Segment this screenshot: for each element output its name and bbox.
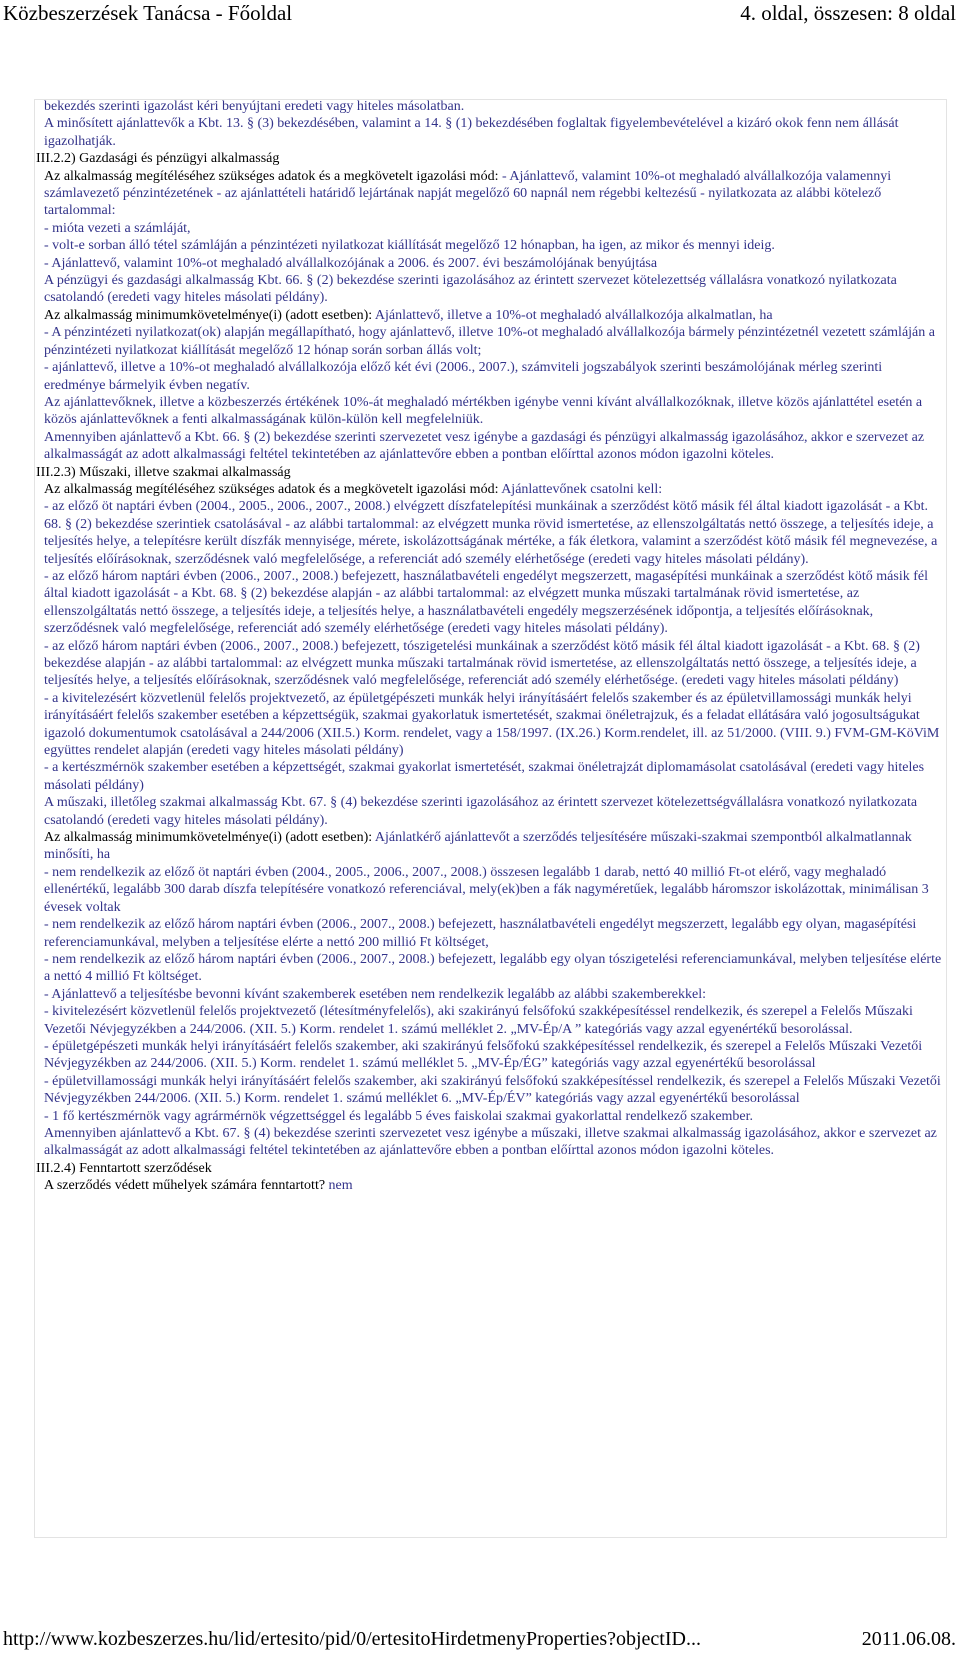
header-title: Közbeszerzések Tanácsa - Főoldal <box>3 1 293 25</box>
footer-url: http://www.kozbeszerzes.hu/lid/ertesito/pid/0/ertesitoHirdetmenyProperties?objectID... <box>3 1628 701 1650</box>
list-item: - kivitelezésért közvetlenül felelős projektvezető (létesítményfelelős), aki szakirányú felsőfokú szakképesítéssel rendelkezik, és szerepel a Felelős Műszaki Vezetői Névjegyzékben a 244/2006. (XII. 5.) Korm. rendelet 1. számú melléklet 2. „MV-Ép/A ” kategóriás vagy azzal egyenértékű besorolással. <box>44 1004 913 1037</box>
document-content <box>36 98 944 1195</box>
section-heading-iii-2-3: III.2.3) Műszaki, illetve szakmai alkalmasság <box>36 464 291 480</box>
lead-paragraph <box>44 168 944 220</box>
page-header <box>0 0 960 28</box>
footer-date: 2011.06.08. <box>861 1628 956 1650</box>
list-item: A műszaki, illetőleg szakmai alkalmasság Kbt. 67. § (4) bekezdése szerinti igazolásához az érintett szervezet kötelezettségvállalásra vonatkozó nyilatkozata csatolandó (eredeti vagy hiteles másolati példány). <box>44 795 918 828</box>
list-item: - az előző három naptári évben (2006., 2007., 2008.) befejezett, tószigetelési munkáinak a szerződést kötő másik fél által kiadott igazolását - a Kbt. 68. § (2) bekezdése alapján - az alábbi tartalommal: az elvégzett munka műszaki tartalmának rövid ismertetése, az ellenszolgáltatás nettó összege, a teljesítés ideje, a teljesítés helye, a teljesítés előírásoknak, szerződésnek való megfelelősége, referenciát adó személy elérhetősége. (eredeti vagy hiteles másolati példány) <box>44 638 920 689</box>
list-item: - az előző három naptári évben (2006., 2007., 2008.) befejezett, használatbavételi engedélyt megszerzett, magasépítési munkáinak a szerződést kötő másik fél által kiadott igazolását - a Kbt. 68. § (2) bekezdése alapján - az alábbi tartalommal: az elvégzett munka műszaki tartalmának rövid ismertetése, az ellenszolgáltatás nettó összege, a teljesítés ideje, a teljesítés helye, a használatbavételi engedély megszerzésének időpontja, a teljesítés előírásoknak, szerződésnek való megfelelősége, referenciát adó személy elérhetősége (eredeti vagy hiteles másolati példány). <box>44 568 928 637</box>
list-item: - Ajánlattevő, valamint 10%-ot meghaladó alvállalkozójának a 2006. és 2007. évi beszámolójának benyújtása <box>44 255 658 271</box>
list-item: A pénzügyi és gazdasági alkalmasság Kbt. 66. § (2) bekezdése szerinti igazolásához az érintett szervezet kötelezettség vállalásra vonatkozó nyilatkozata csatolandó (eredeti vagy hiteles másolati példány). <box>44 273 897 306</box>
minimum-requirement <box>44 829 944 864</box>
section-heading-iii-2-4: III.2.4) Fenntartott szerződések <box>36 1160 212 1176</box>
list-item: - az előző öt naptári évben (2004., 2005., 2006., 2007., 2008.) elvégzett díszfatelepítési munkáinak a szerződést kötő másik fél által kiadott igazolását - a Kbt. 68. § (2) bekezdése szerintiek csatolásával - az alábbi tartalommal: az elvégzett munka rövid ismertetése, az ellenszolgáltatás nettó összege, a teljesítés ideje, a teljesítés helye, a telepítésre került díszfák mennyisége, mérete, iskolázottságának mértéke, a fák életkora, valamint a szerződést kötő másik fél megnevezése, a teljesítés előírásoknak, szerződésnek való megfelelősége, a referenciát adó személy elérhetősége (eredeti vagy hiteles másolati példány). <box>44 499 938 567</box>
field-value: Ajánlattevő, illetve a 10%-ot meghaladó alvállalkozója alkalmatlan, ha <box>374 307 773 323</box>
field-label: Az alkalmasság megítéléséhez szükséges adatok és a megkövetelt igazolási mód: <box>44 481 502 497</box>
header-page-info: 4. oldal, összesen: 8 oldal <box>740 1 956 25</box>
paragraph: A minősített ajánlattevők a Kbt. 13. § (3) bekezdésében, valamint a 14. § (1) bekezdésében foglaltak figyelembevételével a kizáró okok fenn nem állását igazolhatják. <box>44 116 899 149</box>
page-footer <box>0 1623 960 1653</box>
field-label: Az alkalmasság megítéléséhez szükséges adatok és a megkövetelt igazolási mód: <box>44 168 502 184</box>
list-item: - nem rendelkezik az előző három naptári évben (2006., 2007., 2008.) befejezett, legalább egy olyan tószigetelési referenciamunkával, melyben teljesítése elérte a nettó 4 millió Ft költséget. <box>44 951 942 985</box>
paragraph: bekezdés szerinti igazolást kéri benyújtani eredeti vagy hiteles másolatban. <box>44 99 465 114</box>
list-item: - nem rendelkezik az előző három naptári évben (2006., 2007., 2008.) befejezett, használatbavételi engedélyt megszerzett, legalább egy olyan, magasépítési referenciamunkával, melyben a teljesítése elérte a nettó 200 millió Ft költséget, <box>44 917 917 950</box>
list-item: - volt-e sorban álló tétel számláján a pénzintézeti nyilatkozat kiállítását megelőző 12 hónapban, ha igen, az mikor és mennyi ideig. <box>44 238 775 254</box>
lead-paragraph <box>44 481 944 498</box>
list-item: Amennyiben ajánlattevő a Kbt. 67. § (4) bekezdése szerinti szervezetet vesz igénybe a műszaki, illetve szakmai alkalmasság igazolásához, akkor e szervezet az alkalmasságát az adott alkalmassági feltétel tekintetében az ajánlattevőre ebben a pontban előírttal azonos módon igazolni köteles. <box>44 1125 937 1159</box>
section-heading-iii-2-2: III.2.2) Gazdasági és pénzügyi alkalmasság <box>36 151 280 167</box>
list-item: - 1 fő kertészmérnök vagy agrármérnök végzettséggel és legalább 5 éves faiskolai szakmai gyakorlattal rendelkező szakember. <box>44 1108 754 1124</box>
list-item: - nem rendelkezik az előző öt naptári évben (2004., 2005., 2006., 2007., 2008.) összesen legalább 1 darab, nettó 40 millió Ft-ot elérő, vagy meghaladó ellenértékű, legalább 300 darab díszfa telepítésére vonatkozó referenciával, mely(ek)ben a fák nagyméretűek, legalább háromszor iskolázottak, minimálisan 3 évesek voltak <box>44 864 929 915</box>
list-item: - épületvillamossági munkák helyi irányításáért felelős szakember, aki szakirányú felsőfokú szakképesítéssel rendelkezik, és szerepel a Felelős Műszaki Vezetői Névjegyzékben 244/2006. (XII. 5.) Korm. rendelet 1. számú melléklet 6. „MV-Ép/ÉV” kategóriás vagy azzal egyenértékű besorolással <box>44 1073 941 1107</box>
field-label: A szerződés védett műhelyek számára fenntartott? <box>44 1178 329 1194</box>
list-item: Amennyiben ajánlattevő a Kbt. 66. § (2) bekezdése szerinti szervezetet vesz igénybe a gazdasági és pénzügyi alkalmasság igazolásához, akkor e szervezet az alkalmasságát az adott alkalmassági feltétel tekintetében az ajánlattevőre ebben a pontban előírttal azonos módon igazolni köteles. <box>44 429 925 463</box>
list-item: - mióta vezeti a számláját, <box>44 220 191 236</box>
field-value: Ajánlattevőnek csatolni kell: <box>501 481 663 497</box>
minimum-requirement <box>44 307 944 324</box>
field-label: Az alkalmasság minimumkövetelménye(i) (adott esetben): <box>44 830 375 846</box>
field-value: nem <box>328 1178 353 1194</box>
list-item: - Ajánlattevő a teljesítésbe bevonni kívánt szakemberek esetében nem rendelkezik legalább az alábbi szakemberekkel: <box>44 986 706 1002</box>
list-item: - A pénzintézeti nyilatkozat(ok) alapján megállapítható, hogy ajánlattevő, illetve 10%-ot meghaladó alvállalkozója bármely pénzintézetnél vezetett számláján a pénzintézeti nyilatkozat kiállítását megelőző 12 hónap során sorban állás volt; <box>44 325 935 358</box>
list-item: - épületgépészeti munkák helyi irányításáért felelős szakember, aki szakirányú felsőfokú szakképesítéssel rendelkezik, és szerepel a Felelős Műszaki Vezetői Névjegyzékben az 244/2006. (XII. 5.) Korm. rendelet 1. számú melléklet 5. „MV-Ép/ÉG” kategóriás vagy azzal egyenértékű besorolással <box>44 1038 923 1072</box>
list-item: - ajánlattevő, illetve a 10%-ot meghaladó alvállalkozója előző két évi (2006., 2007.), számviteli jogszabályok szerinti beszámolójának mérleg szerinti eredménye bármelyik évben negatív. <box>44 360 883 393</box>
field-value: - Ajánlattevő, valamint 10%-ot meghaladó alvállalkozója valamennyi számlavezető pénzintézetének - az ajánlattételi határidő lejártának napját megelőző 60 napnál nem régebbi keltezésű - nyilatkozata az alábbi kötelező tartalommal: <box>44 168 892 219</box>
list-item: Az ajánlattevőknek, illetve a közbeszerzés értékének 10%-át meghaladó mértékben igénybe venni kívánt alvállalkozóknak, illetve közös ajánlattétel esetén a közös ajánlattevőknek a fenti alkalmasságának külön-külön kell megfelelniük. <box>44 394 923 428</box>
list-item: - a kertészmérnök szakember esetében a képzettségét, szakmai gyakorlat ismertetését, szakmai önéletrajzát diplomamásolat csatolásával (eredeti vagy hiteles másolati példány) <box>44 760 925 793</box>
field-label: Az alkalmasság minimumkövetelménye(i) (adott esetben): <box>44 307 375 323</box>
field-value: Ajánlatkérő ajánlattevőt a szerződés teljesítésére műszaki-szakmai szempontból alkalmatlannak minősíti, ha <box>44 830 912 863</box>
list-item: - a kivitelezésért közvetlenül felelős projektvezető, az épületgépészeti munkák helyi irányításáért felelős szakember és az épületvillamossági munkák helyi irányításáért felelős szakember esetében a képzettségük, szakmai gyakorlatuk ismertetését, szakmai önéletrajzuk, és a feladat ellátására való jogosultságukat igazoló dokumentumok csatolásával a 244/2006 (XII.5.) Korm. rendelet, vagy a 158/1997. (IX.26.) Korm.rendelet, ill. az 51/2000. (VIII. 9.) FVM-GM-KöViM együttes rendelet alapján (eredeti vagy hiteles másolati példány) <box>44 690 940 759</box>
reserved-contracts-question <box>44 1177 944 1194</box>
